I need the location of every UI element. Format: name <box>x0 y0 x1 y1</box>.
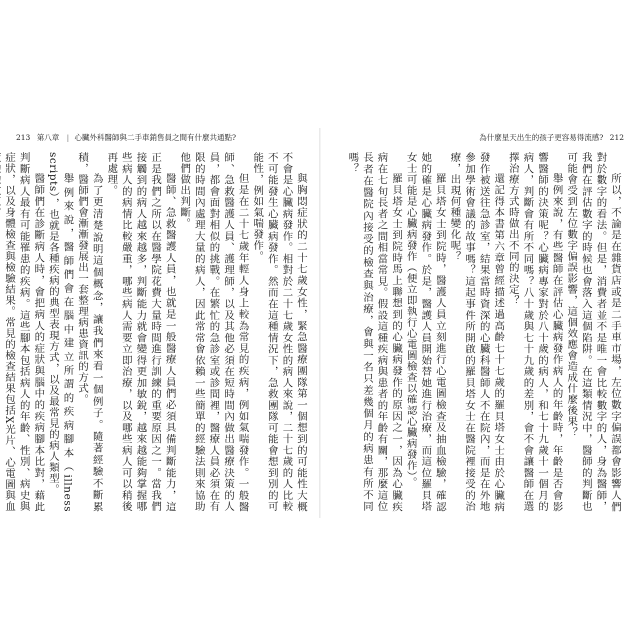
paragraph: 與胸悶症狀的二十七歲女性，緊急醫療團隊第一個想到的可能性大概不會是心臟病發作。相對於二十七歲女性的病人來說，二十七歲的人比較不可能發生心臟病發作。然而在這種情況下，急救團隊可能會想到別的可能性，例如氣喘發作。 <box>251 152 307 512</box>
paragraph: 為了更清楚說明這個概念，讓我們來看一個例子。隨著經驗不斷累積，醫師們會漸漸發展出一套整理病患資訊的方式。 <box>76 152 103 512</box>
paragraph: 羅貝塔女士到院時，醫護人員立刻進行心電圖檢查及抽血檢驗，確認她的確是心臟病發作。於是，醫護人員開始替她進行治療，而這位羅貝塔女士可能是心臟病發作（便立即執行心電圖檢查以確認心臟病發作）。 <box>404 152 446 512</box>
right-page-body <box>330 152 622 512</box>
left-page-number: 213 <box>16 133 31 142</box>
left-running-title: 心臟外科醫師與二手車銷售員之間有什麼共通點? <box>74 133 237 142</box>
paragraph: 所以，不論是在雜貨店或是二手車市場，左位數字偏誤都會影響人們對於數字的看法。但是，消費者並不是唯一會比較數字的人，身為醫師，我們在評估數字的時候也會落入這個陷阱。在這類情況中，醫師的判斷也可能會受到左位數字偏誤影響，這個效應會造成什麼後果？ <box>565 152 621 512</box>
paragraph: 還記得本書第六章曾經描述過高齡七十七歲的羅貝塔女士由於心臟病發作被送往急診室，結果當時資深的心臟科醫師人不在院內，而是在外地參加學術會議的故事嗎？這起事件所開啟的羅貝塔女士在醫院裡接受的治療，出現何種變化呢？ <box>448 152 505 512</box>
paragraph: 醫師、急救醫護人員，也就是一般醫療人員們必須具備判斷能力，這正是我們之所以在醫學院花費大量時間進行訓練的重要原因之一。當我們接觸到的病人越來越多，判斷能力就會變得更加敏銳，越來越能夠掌握哪些病人的病情比較嚴重，哪些病人需要立即治療，以及哪些病人可以稍後再處理。 <box>105 152 176 512</box>
right-page-number: 212 <box>609 133 624 142</box>
left-page-body <box>3 152 308 512</box>
paragraph: 羅貝塔女士到院時馬上聯想到的心臟病發作的原因之一，因為心臟疾病在七旬長者之間相當常見。假設這種疾病與患者的年齡有關，那麼這位長者在醫院內接受的檢查與治療，會與一名只差幾個月的病患有所不同嗎？ <box>346 152 403 512</box>
paragraph: 醫師們在診斷病人時，會把病人的症狀與腦中的疾病腳本比對，藉此判斷病人最有可能罹患的疾病。這些腳本包括病人的年齡、性別、病史與症狀，以及身體檢查與檢驗結果。常見的檢查結果包括X光片、心電圖與血 <box>3 152 45 512</box>
book-gutter <box>319 128 321 518</box>
chapter-label: 第八章 <box>36 133 60 142</box>
paragraph: 但是在二十七歲年輕人身上較為常見的疾病，例如氣喘發作。一般醫師、急救醫護人員、護理師，以及其他必須在短時間內做出醫療決策的人員，都會面對相似的挑戰。在繁忙的急診室或診間裡，醫療人員必須在有限的時間內處理大量的病人，因此常常會依賴一些簡單的經驗法則來協助他們做出判斷。 <box>178 152 249 512</box>
paragraph: 舉例來說，醫師們會在腦中建立所謂的疾病腳本（illness scripts），也就是各種疾病的典型表現方式，以及最常見的病人類型。 <box>46 152 74 512</box>
header-divider: | <box>66 133 70 142</box>
right-page-header <box>479 131 628 145</box>
paragraph: 舉例來說，有些醫師在評估心臟病發作病人的年齡時，年齡是否會影響醫師的決策呢？心臟病專家對於八十歲的病人，和七十九歲十一個月的病人，判斷會有所不同嗎？八十歲與七十九歲的差別，會不會讓醫師在選擇治療方式時做出不同的決定？ <box>506 152 563 512</box>
left-page-header <box>12 131 236 145</box>
right-running-title: 為什麼星天出生的孩子更容易得流感? <box>479 133 604 142</box>
